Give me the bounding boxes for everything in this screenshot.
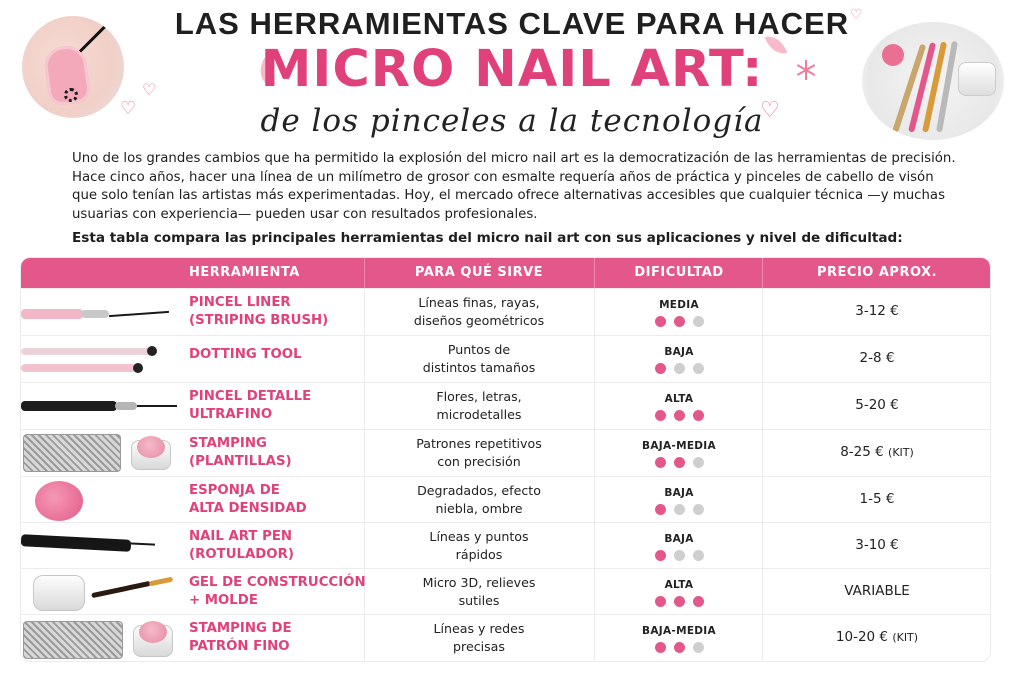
difficulty-dot-filled — [693, 596, 704, 607]
column-header-difficulty: DIFICULTAD — [634, 265, 724, 280]
sponge-icon — [21, 477, 181, 522]
tool-use: Micro 3D, relieves — [422, 575, 536, 590]
tool-name: PINCEL LINER — [189, 295, 291, 310]
difficulty-dot-empty — [674, 550, 685, 561]
price-value: 10-20 € — [835, 629, 889, 645]
table-lead: Esta tabla compara las principales herramientas del micro nail art con sus aplicaciones y nivel de dificultad: — [72, 230, 903, 246]
difficulty-dot-filled — [655, 642, 666, 653]
price-value: 2-8 € — [859, 350, 895, 366]
difficulty-dot-empty — [693, 457, 704, 468]
price-value: 5-20 € — [855, 397, 899, 413]
table-header: HERRAMIENTA PARA QUÉ SIRVE DIFICULTAD PRECIO APROX. — [21, 258, 990, 288]
difficulty-dots — [594, 410, 764, 421]
difficulty-dot-empty — [674, 363, 685, 374]
column-header-use: PARA QUÉ SIRVE — [414, 265, 544, 280]
table-row — [21, 382, 990, 429]
heart-icon: ♡ — [850, 7, 863, 23]
tool-use-line2: precisas — [453, 638, 505, 654]
price-cell — [762, 350, 991, 366]
tool-name: ESPONJA DE — [189, 483, 280, 498]
difficulty-dot-filled — [655, 550, 666, 561]
price-value: VARIABLE — [844, 583, 910, 599]
tool-name: NAIL ART PEN — [189, 529, 293, 544]
table-row — [21, 429, 990, 476]
difficulty-dot-filled — [655, 410, 666, 421]
difficulty-label: BAJA — [664, 487, 694, 499]
tool-name-line2: + MOLDE — [189, 593, 258, 608]
tool-use: Patrones repetitivos — [416, 436, 542, 451]
difficulty-dots — [594, 457, 764, 468]
difficulty-dots — [594, 363, 764, 374]
tool-name-line2: PATRÓN FINO — [189, 639, 290, 654]
tool-name: STAMPING DE — [189, 621, 292, 636]
tool-use: Puntos de — [447, 342, 511, 357]
price-value: 3-12 € — [855, 303, 899, 319]
tool-name-line2: (ROTULADOR) — [189, 547, 294, 562]
price-cell — [762, 397, 991, 413]
tool-use-line2: distintos tamaños — [422, 359, 536, 375]
table-row — [21, 522, 990, 568]
difficulty-dots — [594, 550, 764, 561]
page-title-line1: LAS HERRAMIENTAS CLAVE PARA HACER — [174, 6, 850, 41]
price-cell — [762, 303, 991, 319]
difficulty-dots — [594, 596, 764, 607]
difficulty-dot-filled — [655, 457, 666, 468]
difficulty-dot-empty — [693, 504, 704, 515]
heart-icon: ♡ — [120, 98, 137, 119]
intro-paragraph: Uno de los grandes cambios que ha permitido la explosión del micro nail art es la democratización de las herramientas de precisión. Hace cinco años, hacer una línea de un milímetro de grosor con esmalte requería años de práctica y pinceles de cabello de visón que solo tenían las artistas más experimentadas. Hoy, el mercado ofrece alternativas accesibles que cualquier técnica —y muchas usuarias con experiencia— pueden usar con resultados profesionales. — [72, 151, 956, 222]
difficulty-label: BAJA — [664, 346, 694, 358]
tool-use: Líneas finas, rayas, — [418, 295, 540, 310]
difficulty-dot-filled — [655, 504, 666, 515]
difficulty-dots — [594, 642, 764, 653]
liner-brush-icon — [21, 289, 181, 335]
gel-jar-icon — [21, 569, 181, 614]
tool-use-line2: rápidos — [455, 546, 503, 562]
tool-use-line2: diseños geométricos — [413, 312, 545, 328]
table-row — [21, 568, 990, 614]
tool-use: Flores, letras, — [436, 389, 522, 404]
price-cell — [762, 629, 991, 645]
dotting-tool-icon — [21, 336, 181, 382]
difficulty-label: BAJA — [664, 533, 694, 545]
difficulty-dots — [594, 504, 764, 515]
price-value: 3-10 € — [855, 537, 899, 553]
detail-brush-icon — [21, 383, 181, 429]
price-kit: (KIT) — [888, 446, 914, 459]
tool-use: Degradados, efecto — [417, 483, 541, 498]
difficulty-dot-empty — [693, 550, 704, 561]
difficulty-dot-filled — [693, 410, 704, 421]
tool-name: PINCEL DETALLE — [189, 389, 312, 404]
difficulty-label: BAJA-MEDIA — [642, 625, 716, 637]
difficulty-dot-empty — [693, 642, 704, 653]
difficulty-dot-empty — [674, 504, 685, 515]
tool-name-line2: (PLANTILLAS) — [189, 454, 292, 469]
tool-use-line2: sutiles — [458, 592, 500, 608]
difficulty-label: MEDIA — [659, 299, 699, 311]
tools-table — [20, 257, 991, 662]
difficulty-dot-filled — [655, 596, 666, 607]
price-cell — [762, 537, 991, 553]
difficulty-dot-empty — [693, 316, 704, 327]
price-value: 8-25 € — [840, 444, 884, 460]
tool-use-line2: niebla, ombre — [435, 500, 523, 516]
table-row — [21, 335, 990, 382]
difficulty-dot-filled — [674, 642, 685, 653]
price-value: 1-5 € — [859, 491, 895, 507]
heart-icon: ♡ — [760, 98, 780, 123]
tool-name: STAMPING — [189, 436, 267, 451]
difficulty-label: ALTA — [664, 393, 694, 405]
fine-stamping-plate-icon — [21, 615, 181, 662]
difficulty-dot-empty — [693, 363, 704, 374]
page-title-line2: MICRO NAIL ART: — [260, 40, 764, 99]
tool-use-line2: microdetalles — [436, 406, 522, 422]
nail-art-pen-icon — [21, 523, 181, 568]
table-row — [21, 288, 990, 335]
tool-use-line2: con precisión — [437, 453, 521, 469]
price-cell — [762, 583, 991, 599]
column-header-price: PRECIO APROX. — [816, 265, 938, 280]
difficulty-label: ALTA — [664, 579, 694, 591]
table-row — [21, 476, 990, 522]
difficulty-dot-filled — [655, 316, 666, 327]
tool-name: DOTTING TOOL — [189, 347, 302, 362]
page-subtitle: de los pinceles a la tecnología — [260, 103, 764, 139]
difficulty-dots — [594, 316, 764, 327]
difficulty-label: BAJA-MEDIA — [642, 440, 716, 452]
tool-name: GEL DE CONSTRUCCIÓN — [189, 575, 366, 590]
difficulty-dot-filled — [674, 596, 685, 607]
difficulty-dot-filled — [674, 457, 685, 468]
tool-use: Líneas y redes — [433, 621, 525, 636]
tool-use: Líneas y puntos — [429, 529, 529, 544]
tool-name-line2: ULTRAFINO — [189, 407, 273, 422]
difficulty-dot-filled — [655, 363, 666, 374]
difficulty-dot-filled — [674, 410, 685, 421]
price-kit: (KIT) — [892, 631, 919, 644]
table-row — [21, 614, 990, 662]
difficulty-dot-filled — [674, 316, 685, 327]
tool-name-line2: ALTA DENSIDAD — [189, 501, 307, 516]
stamping-plate-icon — [21, 430, 181, 476]
tool-name-line2: (STRIPING BRUSH) — [189, 313, 329, 328]
price-cell — [762, 444, 991, 460]
heart-icon: ♡ — [142, 80, 157, 99]
price-cell — [762, 491, 991, 507]
